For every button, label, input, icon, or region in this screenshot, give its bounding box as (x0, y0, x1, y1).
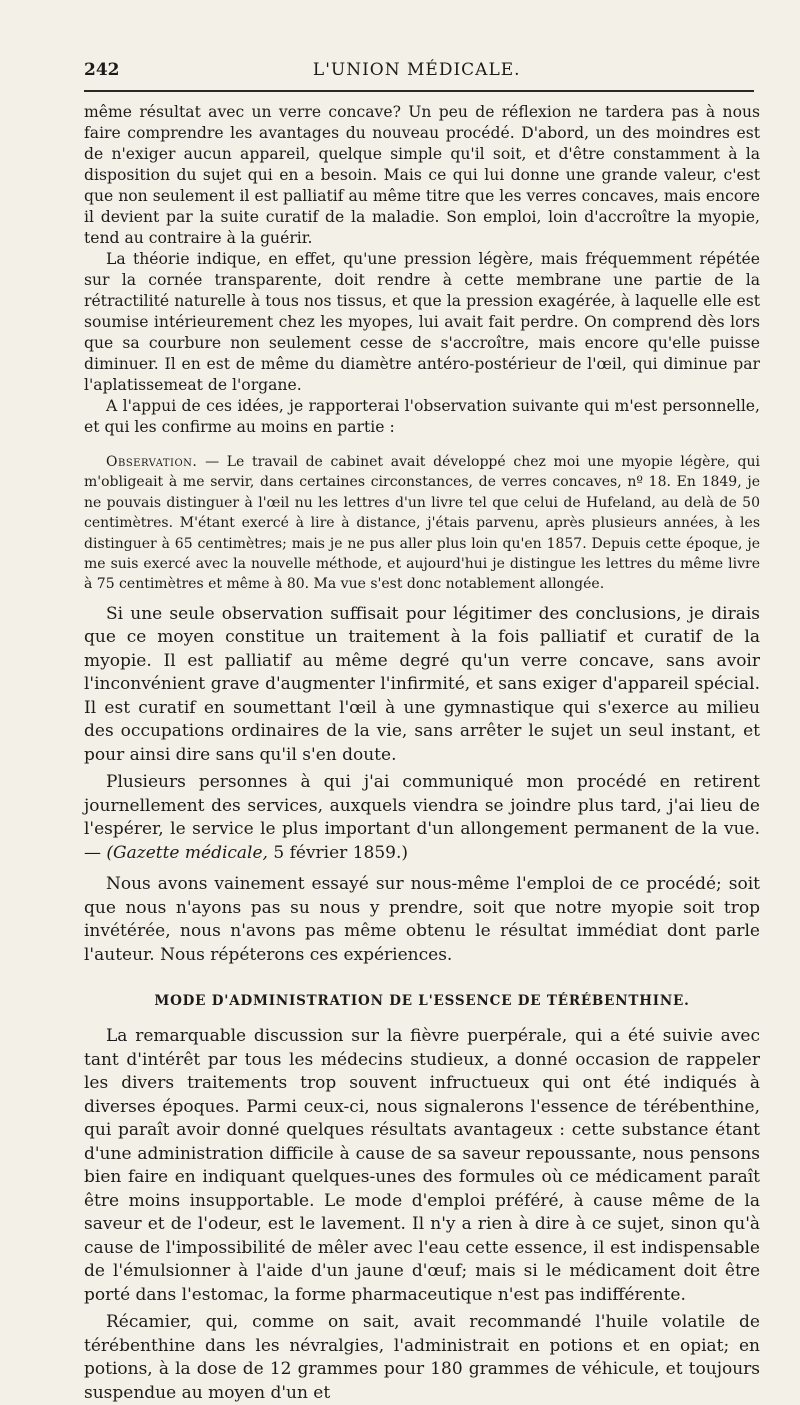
citation-source: (Gazette médicale, (106, 842, 268, 863)
paragraph-3: A l'appui de ces idées, je rapporterai l'observation suivante qui m'est personnelle, et qui les confirme au moins en partie : (84, 397, 760, 436)
paragraph-7: La remarquable discussion sur la fièvre puerpérale, qui a été suivie avec tant d'intérêt par tous les médecins studieux, a donné occasion de rappeler les divers traitements trop souvent infructueux qui ont été indiqués à diverses époques. Parmi ceux-ci, nous signalerons l'essence de térébenthine, qui paraît avoir donné quelques résultats avantageux : cette substance étant d'une administration difficile à cause de sa saveur repoussante, nous pensons bien faire en indiquant quelques-unes des formules où ce médicament paraît être moins insupportable. Le mode d'emploi préféré, à cause même de la saveur et de l'odeur, est le lavement. Il n'y a rien à dire à ce sujet, sinon qu'à cause de l'impossibilité de mêler avec l'eau cette essence, il est indispensable de l'émulsionner à l'aide d'un jaune d'œuf; mais si le médicament doit être porté dans l'estomac, la forme pharmaceutique n'est pas indifférente. (84, 1026, 760, 1305)
observation-paragraph (84, 452, 760, 595)
paragraph-2: La théorie indique, en effet, qu'une pression légère, mais fréquemment répétée sur la cornée transparente, doit rendre à cette membrane une partie de la rétractilité naturelle à tous nos tissus, et que la pression exagérée, à laquelle elle est soumise intérieurement chez les myopes, lui avait fait perdre. On comprend dès lors que sa courbure non seulement cesse de s'accroître, mais encore qu'elle puisse diminuer. Il en est de même du diamètre antéro-postérieur de l'œil, qui diminue par l'aplatissemeat de l'organe. (84, 250, 760, 394)
paragraph-5-text: Plusieurs personnes à qui j'ai communiqué mon procédé en retirent journellement des services, auxquels viendra se joindre plus tard, j'ai lieu de l'espérer, le service le plus important d'un allongement permanent de la vue. — (84, 772, 760, 863)
paragraph-6: Nous avons vainement essayé sur nous-même l'emploi de ce procédé; soit que nous n'ayons pas su nous y prendre, soit que notre myopie soit trop invétérée, nous n'avons pas même obtenu le résultat immédiat dont parle l'auteur. Nous répéterons ces expériences. (84, 874, 760, 965)
observation-label: Observation. (106, 454, 198, 470)
header-rule (84, 90, 754, 92)
page-number: 242 (84, 60, 120, 80)
article-body (84, 102, 760, 1405)
paragraph-1: même résultat avec un verre concave? Un peu de réflexion ne tardera pas à nous faire comprendre les avantages du nouveau procédé. D'abord, un des moindres est de n'exiger aucun appareil, quelque simple qu'il soit, et d'être constamment à la disposition du sujet qui en a besoin. Mais ce qui lui donne une grande valeur, c'est que non seulement il est palliatif au même titre que les verres concaves, mais encore il devient par la suite curatif de la maladie. Son emploi, loin d'accroître la myopie, tend au contraire à la guérir. (84, 103, 760, 247)
running-title: L'UNION MÉDICALE. (312, 60, 521, 80)
citation-date: 5 février 1859.) (267, 842, 409, 863)
observation-text: — Le travail de cabinet avait développé chez moi une myopie légère, qui m'obligeait à me servir, dans certaines circonstances, de verres concaves, nº 18. En 1849, je ne pouvais distinguer à l'œil nu les lettres d'un livre tel que celui de Hufeland, au delà de 50 centimètres. M'étant exercé à lire à distance, j'étais parvenu, après plusieurs années, à les distinguer à 65 centimètres; mais je ne pus aller plus loin qu'en 1857. Depuis cette époque, je me suis exercé avec la nouvelle méthode, et aujourd'hui je distingue les lettres du même livre à 75 centimètres et même à 80. Ma vue s'est donc notablement allongée. (84, 454, 760, 593)
paragraph-8: Récamier, qui, comme on sait, avait recommandé l'huile volatile de térébenthine dans les névralgies, l'administrait en potions et en opiat; en potions, à la dose de 12 grammes pour 180 grammes de véhicule, et toujours suspendue au moyen d'un et (84, 1312, 760, 1403)
paragraph-4: Si une seule observation suffisait pour légitimer des conclusions, je dirais que ce moyen constitue un traitement à la fois palliatif et curatif de la myopie. Il est palliatif au même degré qu'un verre concave, sans avoir l'inconvénient grave d'augmenter l'infirmité, et sans exiger d'appareil spécial. Il est curatif en soumettant l'œil à une gymnastique qui s'exerce au milieu des occupations ordinaires de la vie, sans arrêter le sujet un seul instant, et pour ainsi dire sans qu'il s'en doute. (84, 603, 760, 765)
paragraph-5 (84, 771, 760, 865)
page-header (84, 60, 754, 80)
section-heading: MODE D'ADMINISTRATION DE L'ESSENCE DE TÉRÉBENTHINE. (154, 993, 690, 1010)
